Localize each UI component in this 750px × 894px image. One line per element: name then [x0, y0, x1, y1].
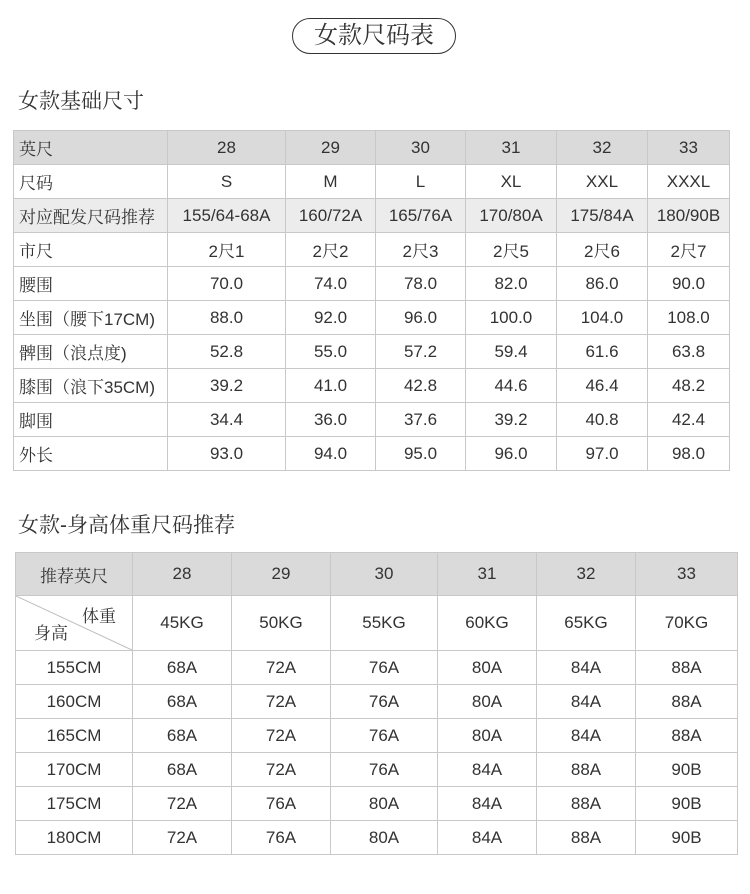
table-cell: 160/72A	[286, 199, 376, 233]
row-label: 脚围	[14, 403, 168, 437]
table-cell: 2尺1	[168, 233, 286, 267]
header-cell: 31	[438, 553, 537, 596]
row-label: 英尺	[14, 131, 168, 165]
table-row	[14, 335, 730, 369]
table-cell: 94.0	[286, 437, 376, 471]
table-row	[14, 369, 730, 403]
size-cell: 88A	[537, 821, 636, 855]
table-cell: 96.0	[466, 437, 557, 471]
row-label: 腰围	[14, 267, 168, 301]
table-cell: 95.0	[376, 437, 466, 471]
header-cell: 30	[331, 553, 438, 596]
height-cell: 155CM	[16, 651, 133, 685]
table-cell: 86.0	[557, 267, 648, 301]
size-cell: 90B	[636, 821, 738, 855]
table-cell: 104.0	[557, 301, 648, 335]
size-cell: 84A	[537, 719, 636, 753]
table-cell: 100.0	[466, 301, 557, 335]
table-row	[16, 821, 738, 855]
table-cell: 2尺2	[286, 233, 376, 267]
size-cell: 76A	[331, 685, 438, 719]
height-cell: 160CM	[16, 685, 133, 719]
table-row	[16, 685, 738, 719]
table-cell: 2尺6	[557, 233, 648, 267]
weight-row	[16, 596, 738, 651]
table-cell: 32	[557, 131, 648, 165]
table-cell: 78.0	[376, 267, 466, 301]
table-row	[14, 301, 730, 335]
table-row	[16, 719, 738, 753]
table-cell: 70.0	[168, 267, 286, 301]
weight-cell: 65KG	[537, 596, 636, 651]
table-cell: 180/90B	[648, 199, 730, 233]
size-cell: 68A	[133, 719, 232, 753]
table-cell: 31	[466, 131, 557, 165]
table-row	[14, 437, 730, 471]
weight-cell: 60KG	[438, 596, 537, 651]
weight-cell: 55KG	[331, 596, 438, 651]
section-title-recommend: 女款-身高体重尺码推荐	[18, 514, 235, 537]
table-cell: 39.2	[466, 403, 557, 437]
height-cell: 180CM	[16, 821, 133, 855]
size-cell: 88A	[537, 753, 636, 787]
table-cell: 52.8	[168, 335, 286, 369]
table-cell: 175/84A	[557, 199, 648, 233]
size-cell: 72A	[232, 719, 331, 753]
table-cell: 41.0	[286, 369, 376, 403]
table-cell: 29	[286, 131, 376, 165]
table-header-row	[16, 553, 738, 596]
table-cell: 30	[376, 131, 466, 165]
table-cell: XL	[466, 165, 557, 199]
size-cell: 88A	[636, 685, 738, 719]
size-cell: 88A	[636, 719, 738, 753]
height-cell: 175CM	[16, 787, 133, 821]
row-label: 髀围（浪点度)	[14, 335, 168, 369]
size-cell: 68A	[133, 753, 232, 787]
size-cell: 76A	[232, 821, 331, 855]
table-row	[14, 233, 730, 267]
size-cell: 84A	[537, 651, 636, 685]
row-label: 市尺	[14, 233, 168, 267]
size-cell: 80A	[438, 651, 537, 685]
size-cell: 90B	[636, 753, 738, 787]
size-cell: 88A	[537, 787, 636, 821]
table-cell: 39.2	[168, 369, 286, 403]
size-cell: 76A	[331, 651, 438, 685]
table-cell: 57.2	[376, 335, 466, 369]
table-cell: 96.0	[376, 301, 466, 335]
table-cell: 28	[168, 131, 286, 165]
table-cell: 37.6	[376, 403, 466, 437]
header-cell: 33	[636, 553, 738, 596]
table-cell: 63.8	[648, 335, 730, 369]
table-cell: 48.2	[648, 369, 730, 403]
table-cell: 42.4	[648, 403, 730, 437]
size-cell: 80A	[438, 719, 537, 753]
table-cell: 82.0	[466, 267, 557, 301]
size-cell: 80A	[331, 821, 438, 855]
weight-cell: 50KG	[232, 596, 331, 651]
table-cell: M	[286, 165, 376, 199]
size-cell: 72A	[232, 651, 331, 685]
table-cell: 33	[648, 131, 730, 165]
size-cell: 80A	[331, 787, 438, 821]
table-row	[14, 165, 730, 199]
section-title-basic-size: 女款基础尺寸	[18, 90, 144, 113]
size-cell: 84A	[438, 821, 537, 855]
table-cell: 92.0	[286, 301, 376, 335]
header-cell: 28	[133, 553, 232, 596]
header-cell: 29	[232, 553, 331, 596]
table-cell: 155/64-68A	[168, 199, 286, 233]
size-cell: 76A	[232, 787, 331, 821]
weight-cell: 45KG	[133, 596, 232, 651]
table-row	[14, 267, 730, 301]
table-cell: 36.0	[286, 403, 376, 437]
table-row	[14, 199, 730, 233]
size-cell: 84A	[438, 753, 537, 787]
size-cell: 72A	[232, 685, 331, 719]
table-cell: 44.6	[466, 369, 557, 403]
table-row	[16, 787, 738, 821]
size-cell: 72A	[133, 787, 232, 821]
table-cell: 34.4	[168, 403, 286, 437]
weight-cell: 70KG	[636, 596, 738, 651]
height-cell: 170CM	[16, 753, 133, 787]
table-cell: 2尺5	[466, 233, 557, 267]
table-cell: 59.4	[466, 335, 557, 369]
size-cell: 88A	[636, 651, 738, 685]
size-cell: 72A	[133, 821, 232, 855]
table-cell: 165/76A	[376, 199, 466, 233]
table-cell: L	[376, 165, 466, 199]
table-cell: 42.8	[376, 369, 466, 403]
table-header-row	[14, 131, 730, 165]
table-cell: 46.4	[557, 369, 648, 403]
row-label: 坐围（腰下17CM)	[14, 301, 168, 335]
recommend-size-table	[15, 552, 738, 855]
size-cell: 72A	[232, 753, 331, 787]
row-label: 外长	[14, 437, 168, 471]
height-label: 身高	[34, 624, 68, 643]
table-cell: 74.0	[286, 267, 376, 301]
size-cell: 76A	[331, 719, 438, 753]
table-cell: 55.0	[286, 335, 376, 369]
table-cell: 2尺7	[648, 233, 730, 267]
size-cell: 68A	[133, 685, 232, 719]
table-cell: 88.0	[168, 301, 286, 335]
weight-label: 体重	[82, 607, 116, 626]
header-cell: 推荐英尺	[16, 553, 133, 596]
table-cell: XXL	[557, 165, 648, 199]
header-cell: 32	[537, 553, 636, 596]
table-cell: 61.6	[557, 335, 648, 369]
basic-size-table	[13, 130, 730, 471]
table-cell: S	[168, 165, 286, 199]
size-cell: 90B	[636, 787, 738, 821]
size-cell: 80A	[438, 685, 537, 719]
table-cell: 97.0	[557, 437, 648, 471]
height-cell: 165CM	[16, 719, 133, 753]
table-cell: 170/80A	[466, 199, 557, 233]
table-cell: 93.0	[168, 437, 286, 471]
table-row	[16, 753, 738, 787]
table-cell: 2尺3	[376, 233, 466, 267]
page-title: 女款尺码表	[292, 18, 456, 54]
size-cell: 84A	[438, 787, 537, 821]
table-cell: 98.0	[648, 437, 730, 471]
row-label: 膝围（浪下35CM)	[14, 369, 168, 403]
size-cell: 76A	[331, 753, 438, 787]
size-cell: 84A	[537, 685, 636, 719]
row-label: 尺码	[14, 165, 168, 199]
table-cell: 40.8	[557, 403, 648, 437]
table-row	[14, 403, 730, 437]
table-row	[16, 651, 738, 685]
table-cell: 90.0	[648, 267, 730, 301]
table-cell: 108.0	[648, 301, 730, 335]
size-cell: 68A	[133, 651, 232, 685]
table-cell: XXXL	[648, 165, 730, 199]
diagonal-header-cell	[16, 596, 133, 651]
row-label: 对应配发尺码推荐	[14, 199, 168, 233]
